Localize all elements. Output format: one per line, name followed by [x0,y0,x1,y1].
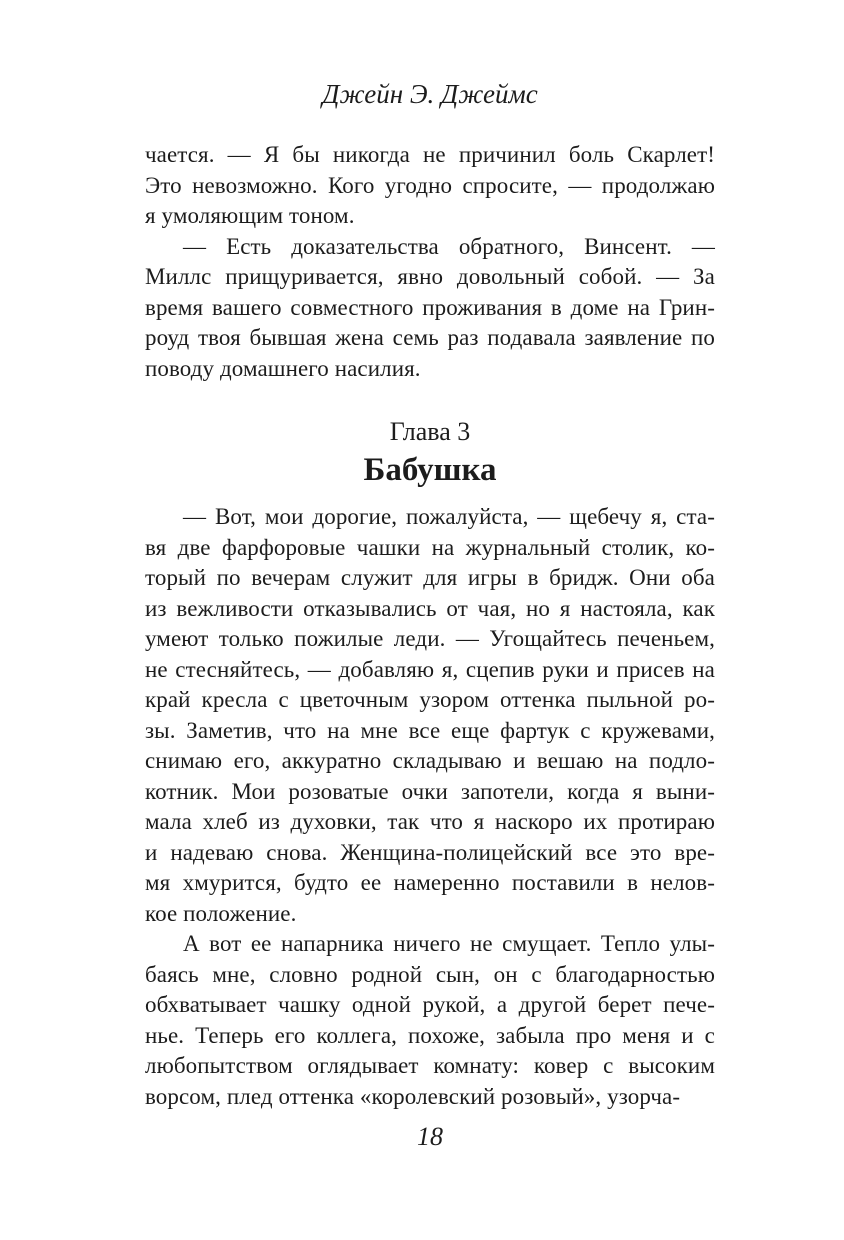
text-line: обхватывает чашку одной рукой, а другой берет пече- [145,992,715,1017]
text-line: А вот ее напарника ничего не смущает. Тепло улы- [183,931,715,956]
text-line: торый по вечерам служит для игры в бридж. Они оба [145,565,715,590]
running-header-author: Джейн Э. Джеймс [322,79,538,109]
text-line: край кресла с цветочным узором оттенка пыльной ро- [145,687,715,712]
text-line: котник. Мои розоватые очки запотели, когда я выни- [145,778,715,804]
text-line: Это невозможно. Кого угодно спросите, — продолжаю [145,172,715,198]
text-line: вя две фарфоровые чашки на журнальный столик, ко- [145,534,715,560]
chapter-heading [145,416,715,490]
text-line: — Вот, мои дорогие, пожалуйста, — щебечу я, ста- [183,504,715,529]
text-line: Миллс прищуривается, явно довольный собой. — За [145,264,715,289]
text-line: мя хмурится, будто ее намеренно поставили в нелов- [145,870,715,895]
text-line: зы. Заметив, что на мне все еще фартук с кружевами, [145,717,715,743]
paragraph [145,929,715,1112]
text-line: ворсом, плед оттенка «королевский розовый», узорча- [145,1083,681,1109]
paragraph [145,140,715,232]
chapter-title: Бабушка [363,452,497,488]
text-line: поводу домашнего насилия. [145,355,421,381]
text-line: время вашего совместного проживания в доме на Грин- [145,294,715,320]
text-line: из вежливости отказывались от чая, но я настояла, как [145,595,715,621]
text-block-before-chapter [145,140,715,384]
text-block-after-chapter [145,502,715,1112]
text-line: мала хлеб из духовки, так что я наскоро их протираю [145,809,715,834]
paragraph [145,232,715,385]
text-line: кое положение. [145,900,297,926]
text-column [145,0,715,1152]
paragraph [145,502,715,929]
text-line: роуд твоя бывшая жена семь раз подавала заявление по [145,325,715,350]
text-line: умеют только пожилые леди. — Угощайтесь печеньем, [145,626,715,651]
text-line: любопытством оглядывает комнату: ковер с высоким [145,1053,715,1078]
text-line: не стесняйтесь, — добавляю я, сцепив руки и присев на [145,656,715,682]
text-line: нье. Теперь его коллега, похоже, забыла про меня и с [145,1022,715,1048]
text-line: — Есть доказательства обратного, Винсент. — [183,233,715,259]
text-line: и надеваю снова. Женщина-полицейский все это вре- [145,839,715,865]
text-line: я умоляющим тоном. [145,203,355,228]
text-line: снимаю его, аккуратно складываю и вешаю на подло- [145,748,715,773]
chapter-number: Глава 3 [389,417,471,446]
page-number: 18 [417,1122,443,1151]
text-line: чается. — Я бы никогда не причинил боль Скарлет! [145,142,715,167]
text-line: баясь мне, словно родной сын, он с благодарностью [145,961,715,987]
